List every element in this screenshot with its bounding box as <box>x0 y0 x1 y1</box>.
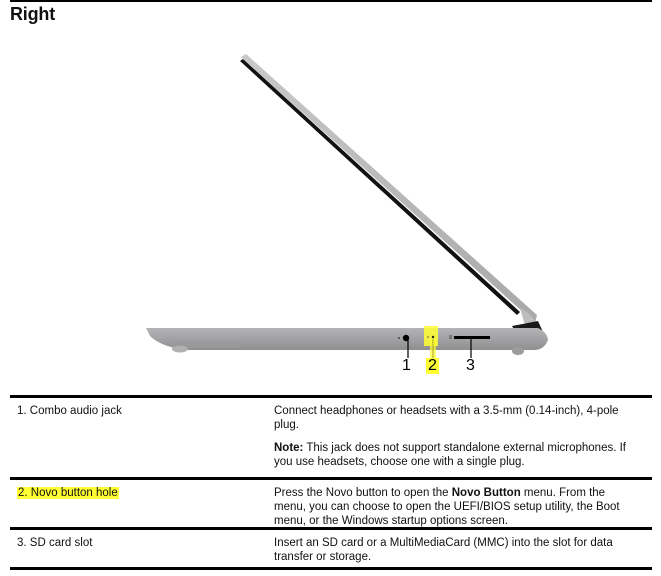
sd-card-slot <box>454 336 490 339</box>
rear-foot <box>512 347 524 355</box>
novo-icon <box>427 336 429 338</box>
item-description: Connect headphones or headsets with a 3.5-mm (0.14-inch), 4-pole plug. Note: This jack does not support standalone external microphones. If you use headsets, choose one with a single plug. <box>266 398 652 477</box>
item-description: Insert an SD card or a MultiMediaCard (MMC) into the slot for data transfer or storage. <box>274 537 613 563</box>
headset-icon <box>398 337 400 339</box>
highlighted-item-name: 2. Novo button hole <box>18 487 118 499</box>
note-label: Note: <box>274 442 304 454</box>
novo-button-menu-label: Novo Button <box>451 487 521 499</box>
item-name <box>10 480 266 527</box>
note: Note: This jack does not support standalone external microphones. If you use headsets, choose one with a single plug. <box>274 442 627 468</box>
item-name: 1. Combo audio jack <box>17 405 122 417</box>
section-title: Right <box>10 4 55 24</box>
item-name: 3. SD card slot <box>17 537 93 549</box>
lid <box>241 54 537 323</box>
front-foot <box>172 346 188 353</box>
speaker-grille <box>180 341 240 348</box>
laptop-illustration <box>140 40 560 380</box>
top-rule <box>10 0 652 2</box>
callout-1: 1 <box>402 357 411 374</box>
laptop-right-side-figure <box>140 40 560 380</box>
table-row <box>10 477 652 527</box>
callout-2: 2 <box>428 357 437 374</box>
display-bezel <box>240 59 520 315</box>
novo-button-hole <box>432 336 434 338</box>
callout-3: 3 <box>466 357 475 374</box>
item-description: Press the Novo button to open the Novo Button menu. From the menu, you can choose to open the UEFI/BIOS setup utility, the Boot menu, or the Windows startup options screen. <box>274 487 620 527</box>
table-row <box>10 527 652 570</box>
ports-table <box>10 395 652 570</box>
sd-card-icon <box>449 335 452 339</box>
table-row <box>10 395 652 477</box>
